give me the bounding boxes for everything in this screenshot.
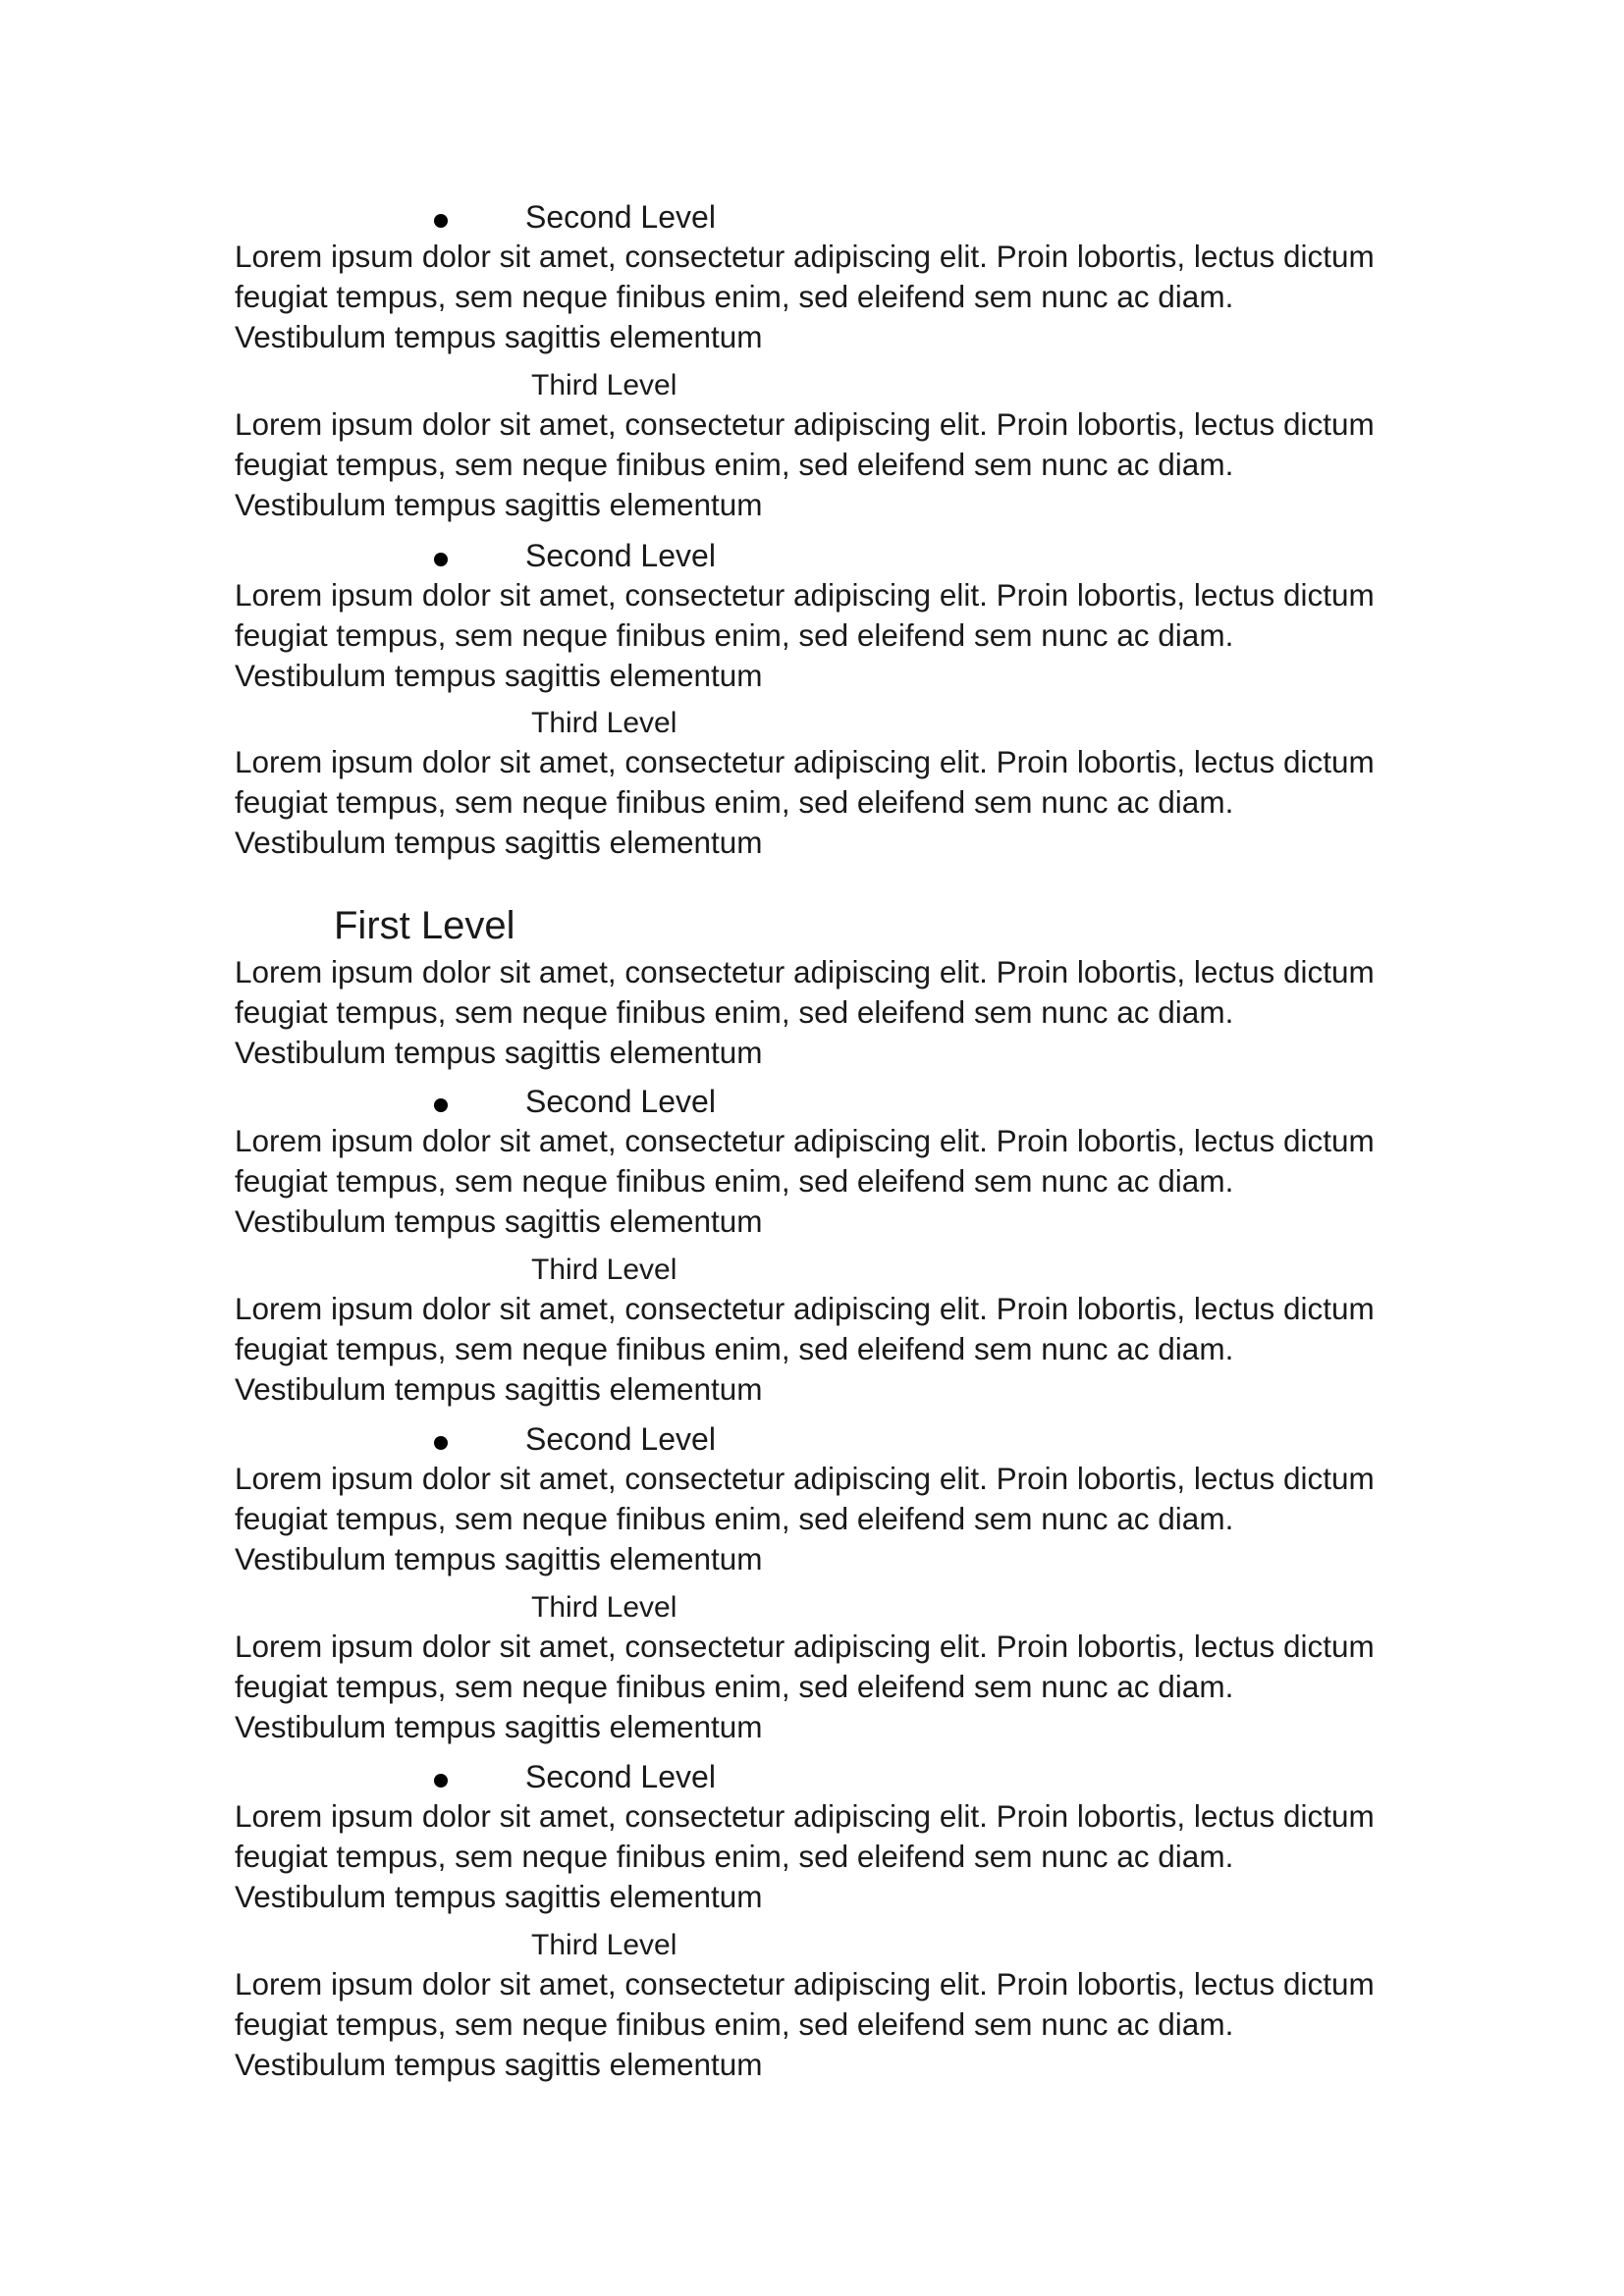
section [0,536,1624,696]
second-level-heading [0,197,1624,237]
second-level-heading [0,1419,1624,1459]
section [0,1589,1624,1747]
heading-text: Third Level [531,707,677,739]
second-level-heading [0,536,1624,575]
bullet-icon [434,1436,448,1450]
bullet-icon [434,214,448,228]
heading-text: Second Level [525,1421,716,1457]
heading-text: Third Level [531,1929,677,1961]
section [0,901,1624,1073]
heading-text: Third Level [531,1254,677,1286]
heading-text: Second Level [525,1759,716,1794]
body-paragraph: Lorem ipsum dolor sit amet, consectetur adipiscing elit. Proin lobortis, lectus dictum feugiat tempus, sem neque finibus enim, sed eleifend sem nunc ac diam. Vestibulum tempus sagittis elementum [235,239,1375,354]
section [0,1927,1624,2085]
body-paragraph: Lorem ipsum dolor sit amet, consectetur adipiscing elit. Proin lobortis, lectus dictum feugiat tempus, sem neque finibus enim, sed eleifend sem nunc ac diam. Vestibulum tempus sagittis elementum [235,1966,1375,2082]
body-paragraph: Lorem ipsum dolor sit amet, consectetur adipiscing elit. Proin lobortis, lectus dictum feugiat tempus, sem neque finibus enim, sed eleifend sem nunc ac diam. Vestibulum tempus sagittis elementum [235,577,1375,693]
body-paragraph: Lorem ipsum dolor sit amet, consectetur adipiscing elit. Proin lobortis, lectus dictum feugiat tempus, sem neque finibus enim, sed eleifend sem nunc ac diam. Vestibulum tempus sagittis elementum [235,744,1375,860]
body-paragraph: Lorem ipsum dolor sit amet, consectetur adipiscing elit. Proin lobortis, lectus dictum feugiat tempus, sem neque finibus enim, sed eleifend sem nunc ac diam. Vestibulum tempus sagittis elementum [235,954,1375,1070]
third-level-heading [0,705,1624,742]
heading-text: Second Level [525,199,716,235]
heading-text: Third Level [531,1591,677,1624]
second-level-heading [0,1757,1624,1796]
section [0,1082,1624,1242]
body-paragraph: Lorem ipsum dolor sit amet, consectetur adipiscing elit. Proin lobortis, lectus dictum feugiat tempus, sem neque finibus enim, sed eleifend sem nunc ac diam. Vestibulum tempus sagittis elementum [235,1798,1375,1914]
bullet-icon [434,553,448,566]
third-level-heading [0,1927,1624,1964]
section [0,1757,1624,1917]
heading-text: Second Level [525,1084,716,1119]
body-paragraph: Lorem ipsum dolor sit amet, consectetur adipiscing elit. Proin lobortis, lectus dictum feugiat tempus, sem neque finibus enim, sed eleifend sem nunc ac diam. Vestibulum tempus sagittis elementum [235,1461,1375,1576]
heading-text: First Level [334,904,515,947]
second-level-heading [0,1082,1624,1121]
bullet-icon [434,1098,448,1112]
heading-text: Third Level [531,369,677,401]
section [0,1419,1624,1579]
section [0,197,1624,357]
bullet-icon [434,1774,448,1788]
third-level-heading [0,1589,1624,1627]
body-paragraph: Lorem ipsum dolor sit amet, consectetur adipiscing elit. Proin lobortis, lectus dictum feugiat tempus, sem neque finibus enim, sed eleifend sem nunc ac diam. Vestibulum tempus sagittis elementum [235,1123,1375,1239]
third-level-heading [0,367,1624,404]
section [0,367,1624,525]
body-paragraph: Lorem ipsum dolor sit amet, consectetur adipiscing elit. Proin lobortis, lectus dictum feugiat tempus, sem neque finibus enim, sed eleifend sem nunc ac diam. Vestibulum tempus sagittis elementum [235,1629,1375,1744]
section [0,705,1624,863]
body-paragraph: Lorem ipsum dolor sit amet, consectetur adipiscing elit. Proin lobortis, lectus dictum feugiat tempus, sem neque finibus enim, sed eleifend sem nunc ac diam. Vestibulum tempus sagittis elementum [235,1291,1375,1407]
third-level-heading [0,1252,1624,1289]
heading-text: Second Level [525,538,716,573]
body-paragraph: Lorem ipsum dolor sit amet, consectetur adipiscing elit. Proin lobortis, lectus dictum feugiat tempus, sem neque finibus enim, sed eleifend sem nunc ac diam. Vestibulum tempus sagittis elementum [235,406,1375,522]
section [0,1252,1624,1410]
first-level-heading [0,901,1624,950]
